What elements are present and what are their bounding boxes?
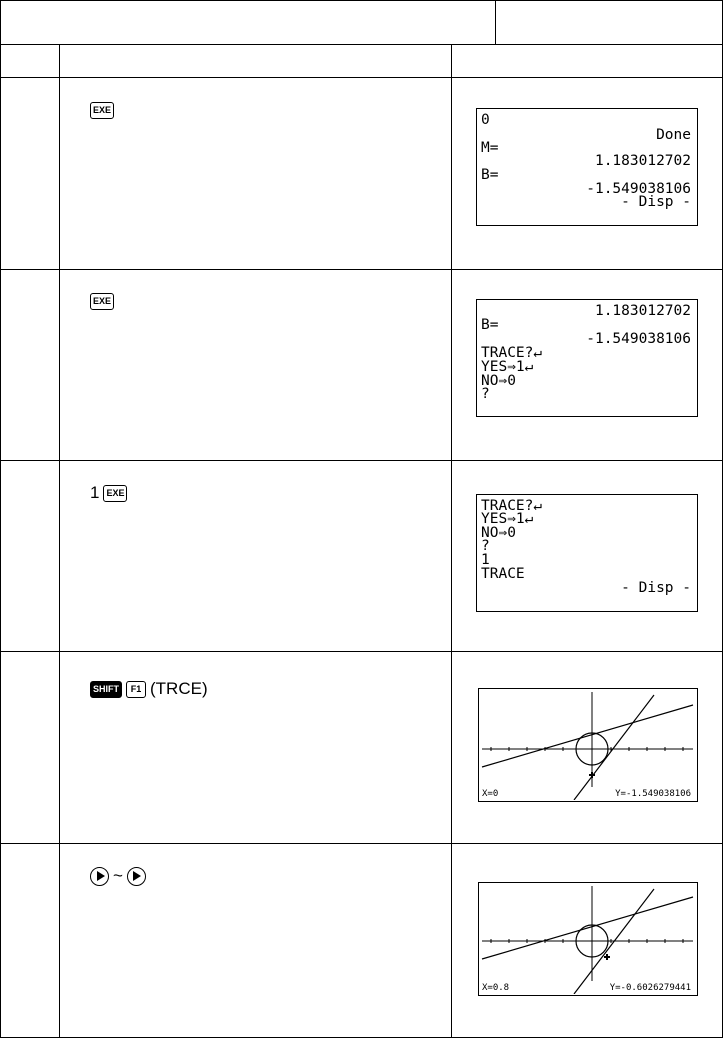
step-3-keys: [90, 482, 127, 504]
shift-key: SHIFT: [90, 681, 122, 698]
graph-plot: [479, 883, 696, 994]
row-divider-2: [0, 460, 723, 461]
screen-line: YES⇒1↵: [481, 511, 534, 527]
right-arrow-icon: [127, 867, 146, 886]
screen-line: 0: [481, 112, 490, 128]
screen-line: B=: [481, 167, 499, 183]
row-divider-1: [0, 269, 723, 270]
step-4-graph-screen: [478, 688, 698, 802]
step-4-keys: [90, 678, 208, 700]
screen-line: Done: [656, 127, 691, 143]
screen-line: B=: [481, 317, 499, 333]
tangent-line-1: [482, 897, 693, 959]
screen-line: ?: [481, 538, 490, 554]
exe-key: EXE: [90, 102, 114, 119]
graph-plot: [479, 689, 696, 800]
row-divider-3: [0, 651, 723, 652]
x-axis: [482, 939, 693, 943]
screen-line: M=: [481, 140, 499, 156]
y-readout: Y=-0.6026279441: [609, 983, 691, 993]
tangent-line-1: [482, 705, 693, 767]
trce-label: (TRCE): [150, 679, 208, 698]
screen-line: TRACE: [481, 566, 525, 582]
screen-line: 1: [481, 552, 490, 568]
range-tilde: ~: [113, 866, 123, 885]
x-axis: [482, 747, 693, 751]
f1-key: F1: [126, 681, 146, 698]
step-1-keys: [90, 99, 114, 121]
screen-line: YES⇒1↵: [481, 359, 534, 375]
exe-key: EXE: [103, 485, 127, 502]
right-arrow-icon: [90, 867, 109, 886]
x-readout: X=0: [482, 789, 499, 799]
exe-key: EXE: [90, 293, 114, 310]
column-header-divider: [0, 77, 723, 78]
x-readout: X=0.8: [482, 983, 510, 993]
trace-cursor: [604, 954, 610, 960]
screen-line: NO⇒0: [481, 525, 516, 541]
screen-line: TRACE?↵: [481, 345, 543, 361]
screen-line: - Disp -: [621, 194, 691, 210]
title-cell-divider: [495, 0, 496, 45]
y-readout: Y=-1.549038106: [615, 789, 691, 799]
step-5-graph-screen: [478, 882, 698, 996]
screen-line: NO⇒0: [481, 373, 516, 389]
tangent-line-2: [574, 695, 654, 800]
step-3-screen: [476, 494, 698, 612]
row-divider-4: [0, 843, 723, 844]
step-1-screen: [476, 108, 698, 226]
screen-line: 1.183012702: [594, 153, 691, 169]
screen-line: -1.549038106: [586, 181, 691, 197]
screen-line: -1.549038106: [586, 331, 691, 347]
step-2-screen: [476, 299, 698, 417]
screen-line: 1.183012702: [594, 303, 691, 319]
screen-line: ?: [481, 386, 490, 402]
header-divider: [0, 44, 723, 45]
step-column-divider: [59, 45, 60, 1038]
display-column-divider: [451, 45, 452, 1038]
step-2-keys: [90, 290, 114, 312]
screen-line: - Disp -: [621, 580, 691, 596]
step-5-keys: [90, 865, 146, 887]
digit-one: 1: [90, 483, 100, 502]
screen-line: TRACE?↵: [481, 498, 543, 514]
